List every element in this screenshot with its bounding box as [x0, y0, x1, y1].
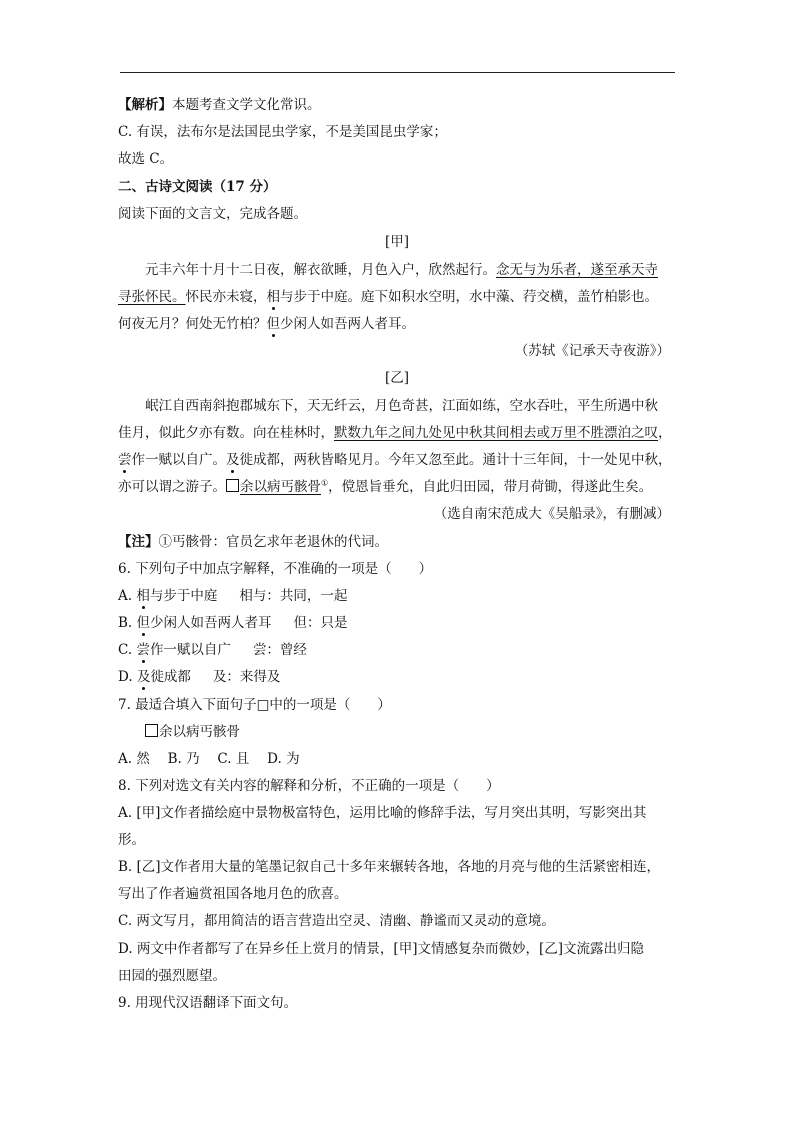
dotted-char: 但: [136, 615, 151, 631]
dotted-char: 相: [136, 588, 150, 604]
q8-option-c: C. 两文写月，都用简洁的语言营造出空灵、清幽、静谧而又灵动的意境。: [118, 913, 555, 929]
header-rule: [120, 72, 675, 73]
q6-option-b: B. 但少闲人如吾两人者耳 但：只是: [118, 615, 348, 631]
passage-jia-line: 元丰六年十月十二日夜，解衣欲睡，月色入户，欣然起行。念无与为乐者，遂至承天寺: [145, 262, 658, 278]
q8-option-a-cont: 形。: [118, 832, 145, 848]
q8-option-b: B. [乙]文作者用大量的笔墨记叙自己十多年来辗转各地，各地的月亮与他的生活紧密相连，: [118, 859, 661, 875]
q7-stem: 7. 最适合填入下面句子□中的一项是（ ）: [118, 697, 391, 713]
underlined-sentence: 默数九年之间九处见中秋其间相去或万里不胜漂泊之叹: [334, 425, 658, 441]
q8-option-d: D. 两文中作者都写了在异乡任上赏月的情景，[甲]文情感复杂而微妙，[乙]文流露出归隐: [118, 941, 644, 957]
dotted-char: 及: [226, 452, 240, 468]
blank-box: [226, 479, 239, 492]
blank-box: [145, 724, 158, 737]
q6-option-a: A. 相与步于中庭 相与：共同，一起: [118, 588, 348, 604]
q8-option-d-cont: 田园的强烈愿望。: [118, 968, 226, 984]
q7-options: A. 然 B. 乃 C. 且 D. 为: [118, 751, 300, 767]
dotted-char: 但: [266, 316, 280, 332]
q6-option-c: C. 尝作一赋以自广 尝：曾经: [118, 642, 307, 658]
q6-stem: 6. 下列句子中加点字解释，不准确的一项是（ ）: [118, 561, 433, 577]
q9-stem: 9. 用现代汉语翻译下面文句。: [118, 995, 298, 1011]
q7-sentence: 余以病丐骸骨: [145, 723, 240, 741]
note-line: 【注】①丐骸骨：官员乞求年老退休的代词。: [118, 534, 388, 550]
passage-yi-line: 佳月，似此夕亦有数。向在桂林时，默数九年之间九处见中秋其间相去或万里不胜漂泊之叹，: [118, 425, 672, 441]
q8-option-a: A. [甲]文作者描绘庭中景物极富特色，运用比喻的修辞手法，写月突出其明，写影突出其: [118, 805, 647, 821]
passage-yi-source: （选自南宋范成大《吴船录》，有删减）: [433, 506, 670, 522]
passage-yi-heading: [乙]: [384, 370, 410, 386]
passage-yi-line: 尝作一赋以自广。及徙成都，两秋皆略见月。今年又忽至此。通计十三年间，十一处见中秋，: [118, 452, 672, 468]
section-title: 二、古诗文阅读（17 分）: [118, 179, 277, 195]
underlined-sentence: 余以病丐骸骨: [226, 479, 321, 495]
analysis-line-2: C. 有误，法布尔是法国昆虫学家，不是美国昆虫学家；: [118, 124, 447, 140]
footnote-mark: ①: [321, 478, 329, 488]
passage-jia-source: （苏轼《记承天寺夜游》）: [514, 343, 670, 359]
underlined-sentence: 念无与为乐者，遂至承天寺: [496, 262, 658, 278]
q8-stem: 8. 下列对选文有关内容的解释和分析，不正确的一项是（ ）: [118, 778, 500, 794]
analysis-label: 【解析】: [118, 97, 172, 113]
analysis-line-3: 故选 C。: [118, 151, 174, 167]
q6-option-d: D. 及徙成都 及：来得及: [118, 669, 281, 685]
underlined-sentence: 寻张怀民。: [118, 289, 186, 305]
passage-yi-line: 亦可以谓之游子。 余以病丐骸骨①，傥恩旨垂允，自此归田园，带月荷锄，得遂此生矣。: [118, 478, 653, 495]
dotted-char: 及: [136, 669, 151, 685]
section-instruction: 阅读下面的文言文，完成各题。: [118, 206, 307, 222]
q8-option-b-cont: 写出了作者遍赏祖国各地月色的欣喜。: [118, 886, 348, 902]
passage-jia-line: 何夜无月？何处无竹柏？但少闲人如吾两人者耳。: [118, 316, 415, 332]
dotted-char: 尝: [118, 452, 132, 468]
analysis-line: 【解析】本题考查文学文化常识。: [118, 97, 321, 113]
passage-yi-line: 岷江自西南斜抱郡城东下，天无纤云，月色奇甚，江面如练，空水吞吐，平生所遇中秋: [145, 398, 658, 414]
dotted-char: 相: [266, 289, 280, 305]
passage-jia-line: 寻张怀民。怀民亦未寝，相与步于中庭。庭下如积水空明，水中藻、荇交横，盖竹柏影也。: [118, 289, 658, 305]
dotted-char: 尝: [136, 642, 150, 658]
note-label: 【注】: [118, 534, 159, 550]
passage-jia-heading: [甲]: [384, 234, 410, 250]
